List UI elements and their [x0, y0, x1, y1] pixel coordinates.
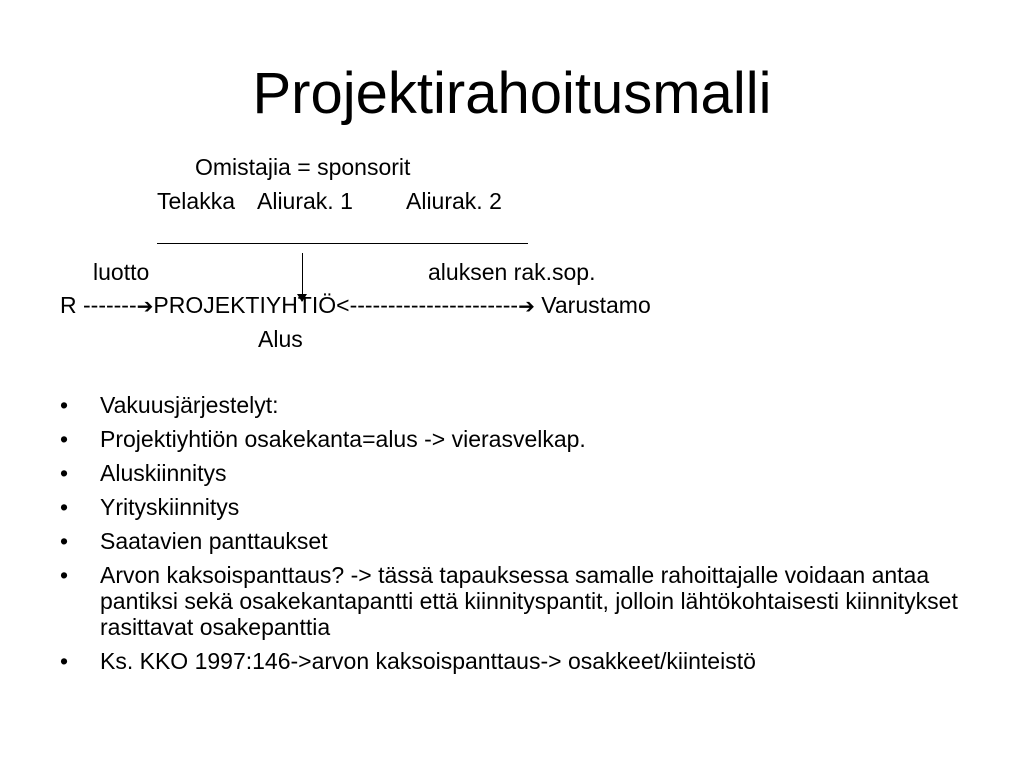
- bullet-list: [0, 392, 1024, 682]
- arrow-right-icon: ➔: [518, 294, 535, 318]
- list-item: • Aluskiinnitys: [60, 460, 227, 486]
- luotto-label: luotto: [93, 259, 150, 285]
- ownership-divider: [157, 243, 528, 244]
- bullet-icon: •: [60, 494, 69, 520]
- bullet-icon: •: [60, 460, 69, 486]
- owners-label: Omistajia = sponsorit: [195, 154, 411, 180]
- flow-varustamo-label: Varustamo: [534, 292, 651, 318]
- list-item: • Saatavien panttaukset: [60, 528, 328, 554]
- bullet-icon: •: [60, 392, 69, 418]
- slide-title: Projektirahoitusmalli: [252, 61, 772, 126]
- flow-r-label: R -------: [60, 292, 137, 318]
- bullet-icon: •: [60, 528, 69, 554]
- flow-projektiyhtio-label: PROJEKTIYHTIÖ<----------------------: [153, 292, 519, 318]
- flow-row: [60, 291, 651, 320]
- shareholder-aliurak-1: Aliurak. 1: [257, 188, 353, 214]
- bullet-icon: •: [60, 648, 69, 674]
- arrow-right-icon: ➔: [136, 294, 154, 318]
- list-item: • Yrityskiinnitys: [60, 494, 240, 520]
- alus-label: Alus: [258, 326, 303, 352]
- bullet-icon: •: [60, 562, 69, 588]
- list-item: • Arvon kaksoispanttaus? -> tässä tapauksessa samalle rahoittajalle voidaan antaa pantiksi sekä osakekantapantti että kiinnityspantit, jolloin lähtökohtaisesti kiinnitykset rasittavat osakepanttia: [60, 562, 958, 640]
- list-item: • Ks. KKO 1997:146->arvon kaksoispanttaus-> osakkeet/kiinteistö: [60, 648, 756, 674]
- bullet-icon: •: [60, 426, 69, 452]
- list-item: • Projektiyhtiön osakekanta=alus -> vierasvelkap.: [60, 426, 586, 452]
- list-item: • Vakuusjärjestelyt:: [60, 392, 279, 418]
- shareholder-telakka: Telakka: [157, 188, 235, 214]
- shareholder-aliurak-2: Aliurak. 2: [406, 188, 502, 214]
- construction-contract-label: aluksen rak.sop.: [428, 259, 596, 285]
